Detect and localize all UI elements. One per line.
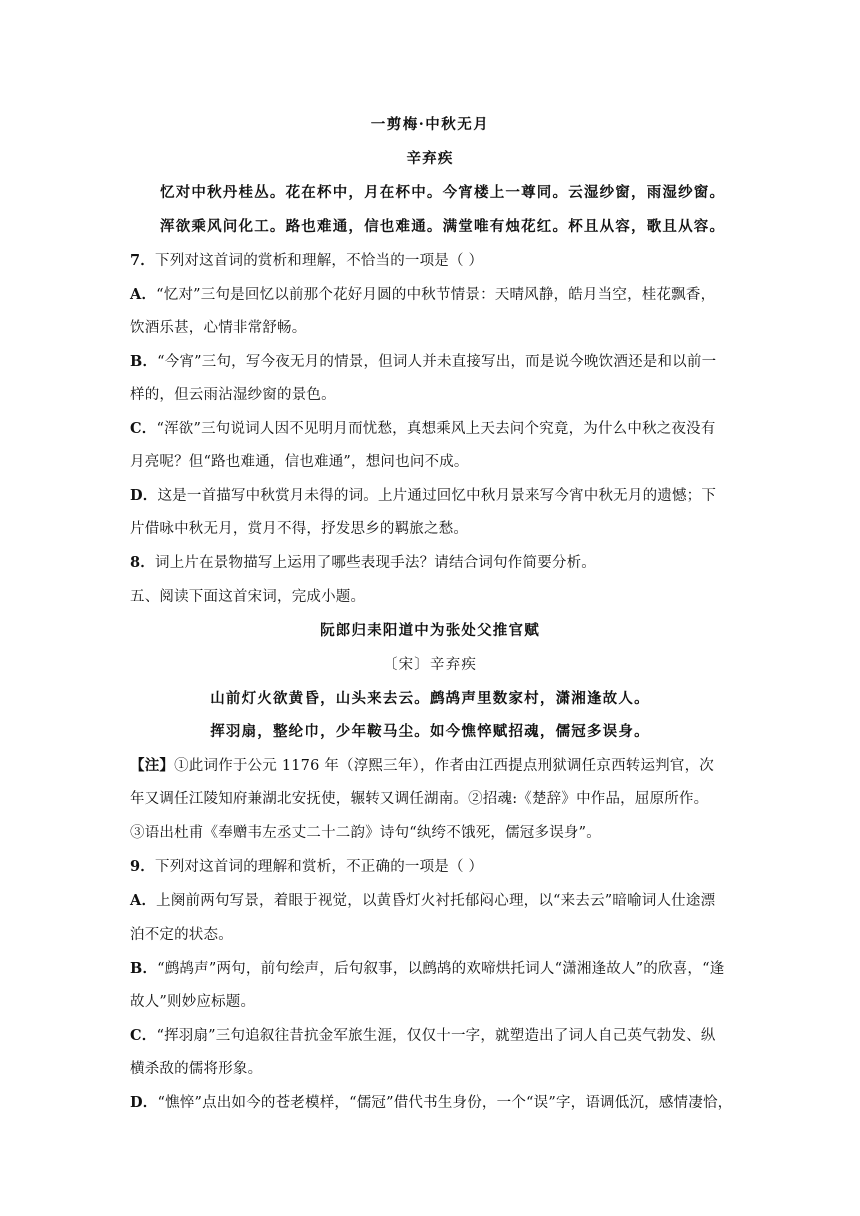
- option-label: A．: [130, 892, 157, 909]
- q9-option-a-line1: [130, 889, 715, 910]
- option-label: C．: [130, 1027, 157, 1044]
- question-stem: 下列对这首词的赏析和理解，不恰当的一项是（ ）: [155, 253, 484, 269]
- q7-option-a-line1: [130, 283, 715, 304]
- option-label: D．: [130, 487, 158, 504]
- poem1-line-2: 浑欲乘风问化工。路也难通，信也难通。满堂唯有烛花红。杯且从容，歌且从容。: [160, 218, 726, 235]
- poem2-line-1: 山前灯火欲黄昏，山头来去云。鹧鸪声里数家村，潇湘逢故人。: [210, 690, 650, 707]
- q9-option-a-line2: 泊不定的状态。: [130, 927, 233, 943]
- option-label: C．: [130, 420, 157, 437]
- section-heading: 五、阅读下面这首宋词，完成小题。: [130, 589, 366, 605]
- option-text: “憔悴”点出如今的苍老模样，“儒冠”借代书生身份，一个“误”字，语调低沉，感情凄恰，: [157, 1095, 733, 1111]
- note-label: 【注】: [130, 757, 175, 774]
- poem1-title: 一剪梅·中秋无月: [370, 116, 490, 133]
- option-label: B．: [130, 960, 158, 977]
- option-text: “挥羽扇”三句追叙往昔抗金军旅生涯，仅仅十一字，就塑造出了词人自己英气勃发、纵: [156, 1028, 716, 1044]
- option-text: 上阕前两句写景，着眼于视觉，以黄昏灯火衬托郁闷心理，以“来去云”暗喻词人仕途漂: [156, 893, 716, 909]
- option-text: “鹧鸪声”两句，前句绘声，后句叙事，以鹧鸪的欢啼烘托词人“潇湘逢故人”的欣喜，“逢: [157, 961, 725, 977]
- q7-option-c-line1: [130, 417, 716, 438]
- poem2-title: 阮郎归耒阳道中为张处父推官赋: [320, 622, 540, 639]
- option-text: “忆对”三句是回忆以前那个花好月圆的中秋节情景：天晴风静，皓月当空，桂花飘香，: [156, 287, 716, 303]
- question-stem: 词上片在景物描写上运用了哪些表现手法？请结合词句作简要分析。: [155, 555, 596, 571]
- question-stem: 下列对这首词的理解和赏析，不正确的一项是（ ）: [155, 859, 484, 875]
- q7-option-c-line2: 月亮呢？但“路也难通，信也难通”，想问也问不成。: [130, 454, 469, 470]
- question-7: [130, 249, 483, 270]
- q9-option-c-line2: 横杀敌的儒将形象。: [130, 1061, 263, 1077]
- note-line-1: [130, 754, 714, 775]
- q9-option-b-line1: [130, 957, 724, 978]
- question-number: 9．: [130, 858, 155, 875]
- poem1-line-1: 忆对中秋丹桂丛。花在杯中，月在杯中。今宵楼上一尊同。云湿纱窗，雨湿纱窗。: [160, 184, 726, 201]
- poem1-author: 辛弃疾: [406, 150, 454, 167]
- q7-option-b-line1: [130, 350, 716, 371]
- poem2-line-2: 挥羽扇，整纶巾，少年鞍马尘。如今憔悴赋招魂，儒冠多误身。: [210, 723, 650, 740]
- option-label: A．: [130, 286, 157, 303]
- q7-option-d-line1: [130, 484, 716, 505]
- option-label: D．: [130, 1094, 158, 1111]
- option-text: “浑欲”三句说词人因不见明月而忧愁，真想乘风上天去问个究竟，为什么中秋之夜没有: [156, 421, 716, 437]
- option-text: 这是一首描写中秋赏月未得的词。上片通过回忆中秋月景来写今宵中秋无月的遗憾；下: [157, 488, 717, 504]
- q7-option-a-line2: 饮酒乐甚，心情非常舒畅。: [130, 320, 307, 336]
- option-label: B．: [130, 353, 158, 370]
- question-8: [130, 551, 596, 572]
- question-number: 7．: [130, 252, 155, 269]
- question-9: [130, 855, 483, 876]
- question-number: 8．: [130, 554, 155, 571]
- note-text: ①此词作于公元 1176 年（淳熙三年），作者由江西提点刑狱调任京西转运判官，次: [174, 758, 714, 774]
- q9-option-c-line1: [130, 1024, 716, 1045]
- note-line-2: 年又调任江陵知府兼湖北安抚使，辗转又调任湖南。②招魂:《楚辞》中作品，屈原所作。: [130, 791, 709, 807]
- option-text: “今宵”三句，写今夜无月的情景，但词人并未直接写出，而是说今晚饮酒还是和以前一: [157, 354, 717, 370]
- poem2-author: 〔宋〕辛弃疾: [382, 657, 478, 673]
- note-line-3: ③语出杜甫《奉赠韦左丞丈二十二韵》诗句“纨绔不饿死，儒冠多误身”。: [130, 825, 601, 841]
- q7-option-b-line2: 样的，但云雨沾湿纱窗的景色。: [130, 387, 336, 403]
- q9-option-b-line2: 故人”则妙应标题。: [130, 994, 256, 1010]
- q7-option-d-line2: 片借咏中秋无月，赏月不得，抒发思乡的羁旅之愁。: [130, 521, 469, 537]
- q9-option-d-line1: [130, 1091, 732, 1112]
